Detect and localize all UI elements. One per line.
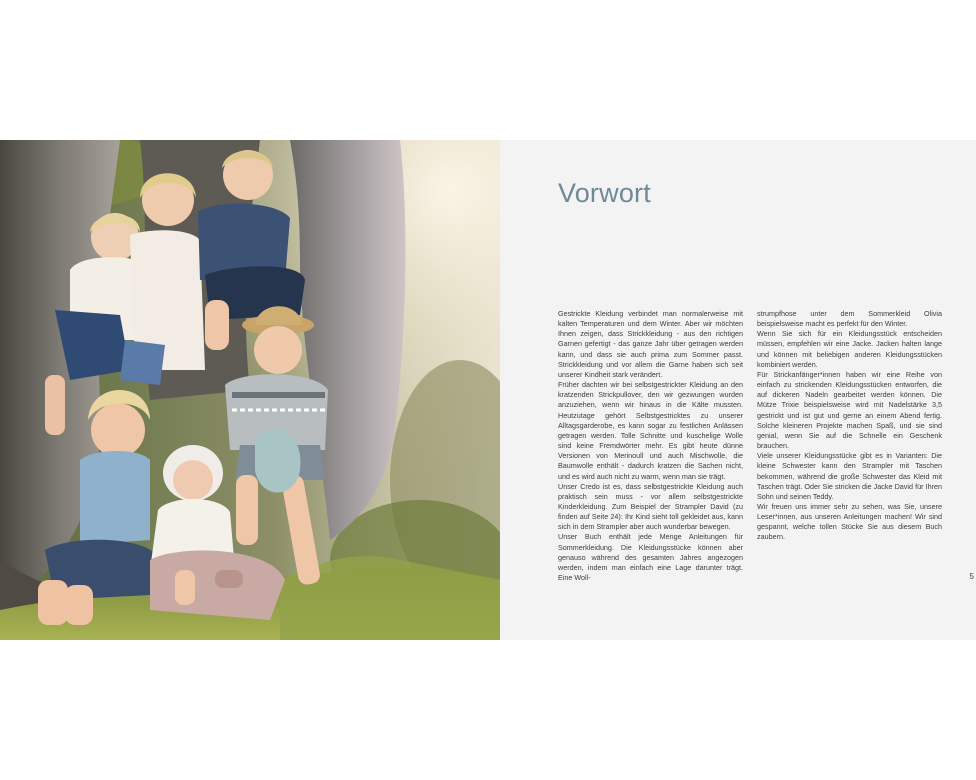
paragraph: Für Strickanfänger*innen haben wir eine Reihe von einfach zu strickenden Kleidungsstücken entworfen, die auf dickeren Nadeln gearbeitet werden können. Die Mütze Trixie beispielsweise wird mit Nadelstärke 3,5 gestrickt und ist gut und gerne an einem Abend fertig. Solche kleineren Projekte machen Spaß, und sie sind genial, wenn Sie auf die Schnelle ein Geschenk brauchen. — [757, 369, 942, 451]
text-column-left — [558, 309, 743, 583]
paragraph: Unser Buch enthält jede Menge Anleitungen für Sommerkleidung. Die Kleidungsstücke können aber genauso während des gesamten Jahres angezogen werden, indem man einfach eine Lage darunter trägt. Eine Woll- — [558, 532, 743, 583]
paragraph: Wenn Sie sich für ein Kleidungsstück entscheiden müssen, empfehlen wir eine Jacke. Jacken halten lange und können mit beliebigen anderen Kleidungsstücken kombiniert werden. — [757, 329, 942, 369]
children-tree-photo — [0, 140, 500, 640]
page-number: 5 — [969, 572, 974, 581]
chapter-title: Vorwort — [558, 178, 651, 208]
paragraph: Viele unserer Kleidungsstücke gibt es in Varianten: Die kleine Schwester kann den Strampler mit Taschen bekommen, während die große Schwester das Kleid mit Taschen trägt. Oder Sie stricken die Jacke David für Ihren Sohn und seinen Teddy. — [757, 451, 942, 501]
paragraph: Früher dachten wir bei selbstgestrickter Kleidung an den kratzenden Strickpullover, den wir gezwungen wurden anzuziehen, wenn wir hinaus in die Kälte mussten. Heutzutage gehört Selbstgestricktes zu unserer Alltagsgarderobe, es kann sogar zu festlichen Anlässen getragen werden. Tolle Schnitte und kuschelige Wolle sind keine Fremdwörter mehr. Es gibt heute dünne Versionen von Merinoull und auch Mischwolle, die Baumwolle enthält - dadurch kratzen die Sachen nicht, und es wird auch nicht zu warm, wenn man sie trägt. — [558, 380, 743, 481]
book-spread — [0, 140, 976, 640]
paragraph: Unser Credo ist es, dass selbstgestrickte Kleidung auch praktisch sein muss - vor allem selbstgestrickte Kinderkleidung. Zum Beispiel der Strampler David (zu finden auf Seite 24): Ihr Kind sieht toll gekleidet aus, kann sich in dem Strampler aber auch wunderbar bewegen. — [558, 481, 743, 532]
paragraph: Gestrickte Kleidung verbindet man normalerweise mit kalten Temperaturen und dem Winter. Aber wir möchten Ihnen zeigen, dass Strickkleidung - aus den richtigen Garnen gefertigt - das ganze Jahr über getragen werden kann, und dass sie auch prima zum Sommer passt. Strickkleidung und vor allem die Garne haben sich seit unserer Kindheit stark verändert. — [558, 309, 743, 379]
photo-page — [0, 140, 500, 640]
text-column-right — [757, 309, 942, 583]
text-page — [500, 140, 976, 640]
paragraph: Wir freuen uns immer sehr zu sehen, was Sie, unsere Leser*innen, aus unseren Anleitungen machen! Wir sind gespannt, welche tollen Stücke Sie aus diesem Buch zaubern. — [757, 501, 942, 542]
text-columns — [558, 309, 942, 583]
paragraph: strumpfhose unter dem Sommerkleid Olivia beispielsweise macht es perfekt für den Winter. — [757, 309, 942, 329]
